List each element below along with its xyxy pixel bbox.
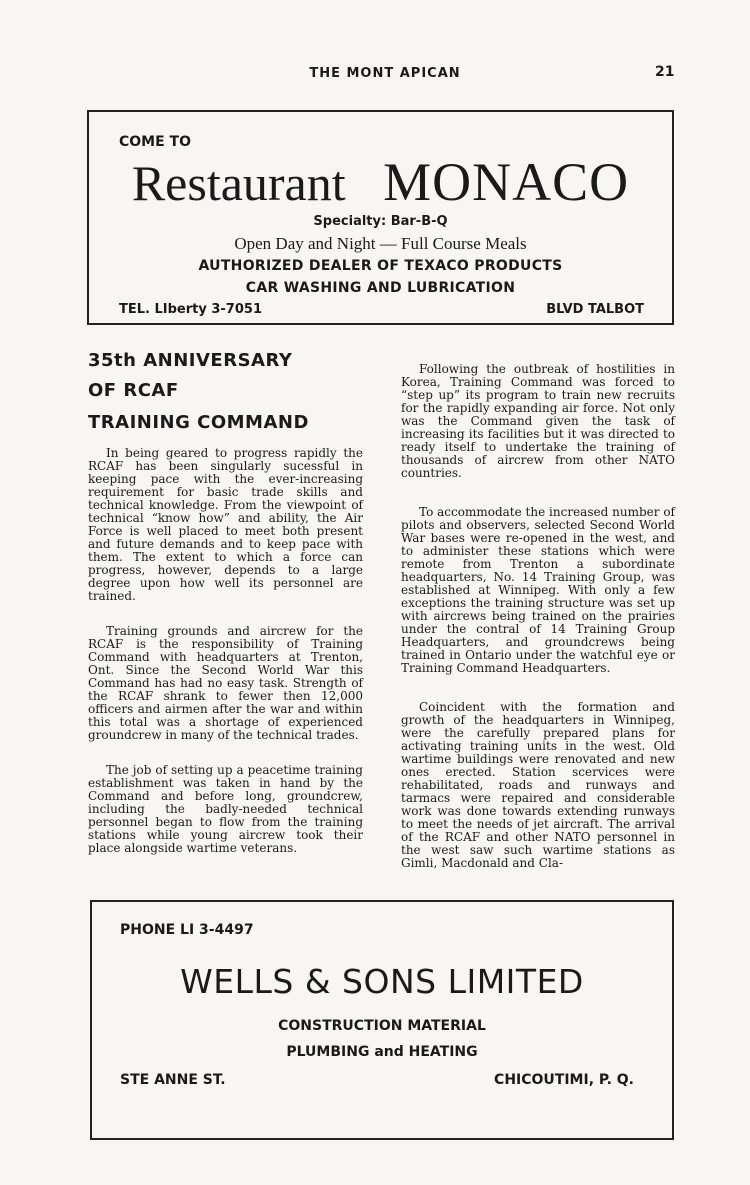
article-headline-line1: 35th ANNIVERSARY	[88, 350, 293, 371]
ad-telephone: TEL. LIberty 3-7051	[119, 302, 262, 317]
page-number: 21	[655, 64, 675, 80]
article-paragraph: To accommodate the increased number of pilots and observers, selected Second World War bases were re-opened in the west, and to administer these stations which were remote from Trenton a subordinate headquarters, No. 14 Training Group, was established at Winnipeg. With only a few exceptions the training structure was set up with aircrews being trained on the prairies under the contral of 14 Training Group Headquarters, and groundcrews being trained in Ontario under the watchful eye or Training Command Headquarters.	[401, 505, 675, 675]
article-headline-line2: OF RCAF	[88, 380, 179, 401]
restaurant-monaco-ad	[87, 110, 674, 325]
ad-street: STE ANNE ST.	[120, 1072, 226, 1088]
article-paragraph: Training grounds and aircrew for the RCAF is the responsibility of Training Command with headquarters at Trenton, Ont. Since the Second World War this Command has had no easy task. Strength of the RCAF shrank to fewer then 12,000 officers and airmen after the war and within this total was a shortage of experienced groundcrew in many of the technical trades.	[88, 624, 363, 742]
wells-and-sons-ad	[90, 900, 674, 1140]
ad-dealer: AUTHORIZED DEALER OF TEXACO PRODUCTS	[198, 258, 563, 274]
restaurant-name	[89, 152, 672, 213]
ad-address: BLVD TALBOT	[546, 302, 644, 317]
company-name: WELLS & SONS LIMITED	[180, 962, 584, 1001]
article-right-column	[401, 363, 675, 896]
article-left-column	[88, 447, 363, 877]
running-header-title: THE MONT APICAN	[309, 66, 461, 81]
article-paragraph: Coincident with the formation and growth of the headquarters in Winnipeg, were the carefully prepared plans for activating training units in the west. Old wartime buildings were renovated and new ones erected. Station scervices were rehabilitated, roads and runways and tarmacs were repaired and considerable work was done towards extending runways to meet the needs of jet aircraft. The arrival of the RCAF and other NATO personnel in the west saw such wartime stations as Gimli, Macdonald and Cla-	[401, 700, 675, 870]
ad-hours: Open Day and Night — Full Course Meals	[234, 234, 527, 253]
ad-services: CAR WASHING AND LUBRICATION	[245, 280, 516, 296]
ad-specialty: Specialty: Bar-B-Q	[313, 214, 448, 229]
ad-plumbing-heating: PLUMBING and HEATING	[286, 1044, 478, 1060]
article-paragraph: In being geared to progress rapidly the RCAF has been singularly sucessful in keeping pace with the ever-increasing requirement for basic trade skills and technical knowledge. From the viewpoint of technical “know how” and ability, the Air Force is well placed to meet both present and future demands and to keep pace with them. The extent to which a force can progress, however, depends to a large degree upon how well its personnel are trained.	[88, 446, 363, 603]
restaurant-name-word: Restaurant	[131, 155, 346, 211]
ad-phone: PHONE LI 3-4497	[120, 922, 254, 938]
ad-city: CHICOUTIMI, P. Q.	[494, 1072, 634, 1088]
ad-construction-material: CONSTRUCTION MATERIAL	[278, 1018, 486, 1034]
restaurant-name-brand: MONACO	[383, 152, 630, 212]
ad-come-to: COME TO	[119, 134, 191, 150]
article-headline-line3: TRAINING COMMAND	[88, 412, 309, 433]
article-paragraph: Following the outbreak of hostilities in Korea, Training Command was forced to “step up” its program to train new recruits for the rapidly expanding air force. Not only was the Command given the task of increasing its facilities but it was directed to ready itself to undertake the training of thousands of aircrew from other NATO countries.	[401, 362, 675, 480]
article-paragraph: The job of setting up a peacetime training establishment was taken in hand by the Command and before long, groundcrew, including the badly-needed technical personnel began to flow from the training stations while young aircrew took their place alongside wartime veterans.	[88, 763, 363, 855]
